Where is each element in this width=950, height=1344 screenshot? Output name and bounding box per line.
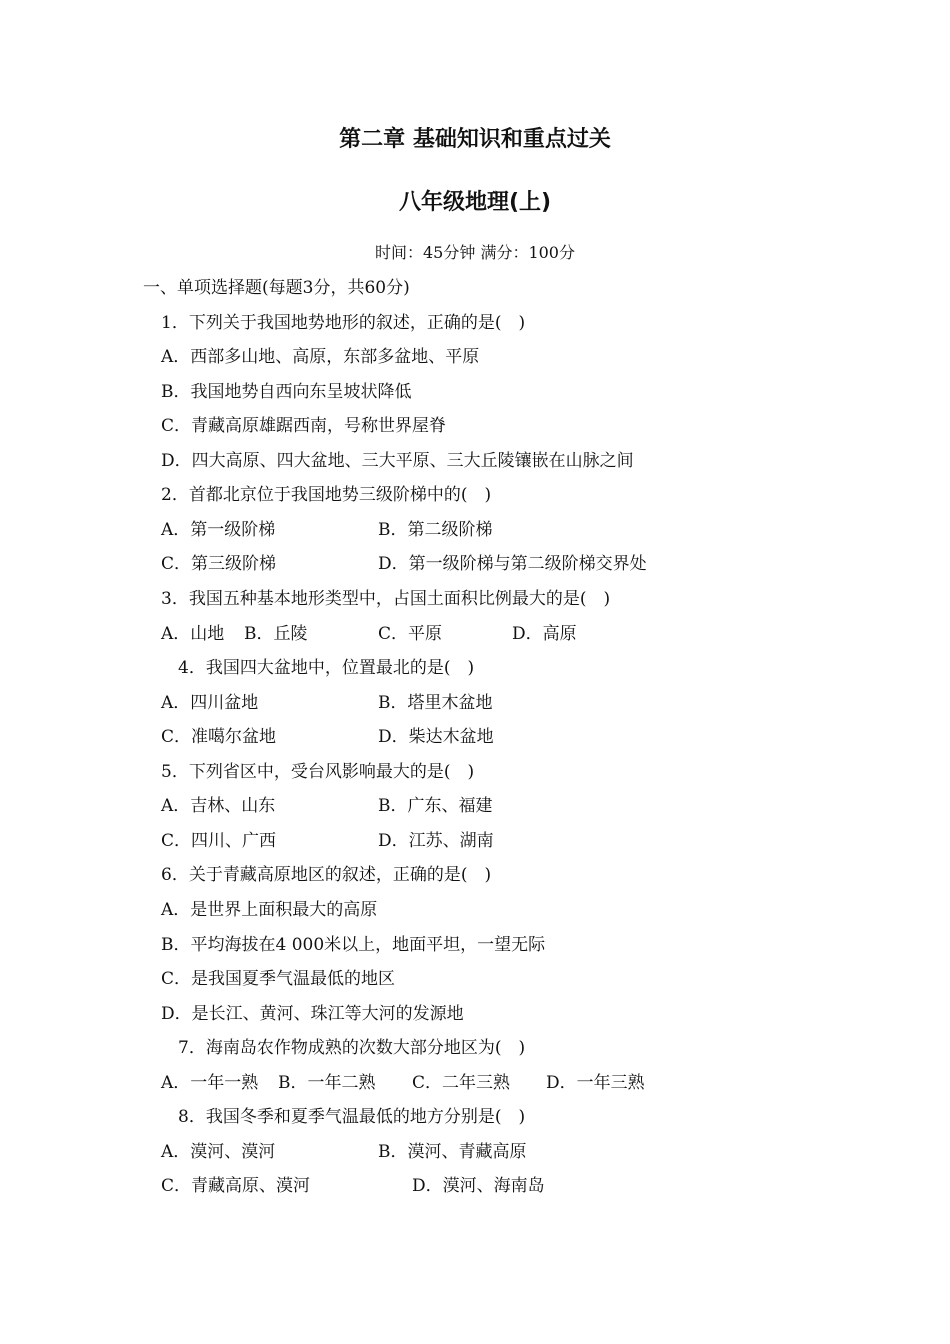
option-d: D．江苏、湖南 [378, 831, 494, 851]
option-c: C．四川、广西 [161, 831, 277, 851]
option-d: D．是长江、黄河、珠江等大河的发源地 [161, 1004, 464, 1024]
option-a: A．吉林、山东 [161, 796, 276, 816]
option-c: C．二年三熟 [412, 1073, 511, 1093]
option-d: D．第一级阶梯与第二级阶梯交界处 [378, 554, 647, 574]
option-c: C．青藏高原雄踞西南，号称世界屋脊 [161, 416, 447, 436]
exam-info: 时间：45分钟 满分：100分 [375, 243, 575, 262]
option-c: C．青藏高原、漠河 [161, 1176, 311, 1196]
page-subtitle: 八年级地理(上) [398, 190, 552, 215]
question-stem: 8．我国冬季和夏季气温最低的地方分别是( ) [178, 1107, 526, 1127]
option-b: B．我国地势自西向东呈坡状降低 [161, 382, 412, 402]
option-b: B．塔里木盆地 [378, 693, 493, 713]
question-stem: 5．下列省区中，受台风影响最大的是( ) [161, 762, 475, 782]
section-heading: 一、单项选择题(每题3分，共60分) [143, 278, 410, 298]
option-b: B．平均海拔在4 000米以上，地面平坦，一望无际 [161, 935, 546, 955]
option-c: C．是我国夏季气温最低的地区 [161, 969, 396, 989]
option-b: B．漠河、青藏高原 [378, 1142, 527, 1162]
option-d: D．高原 [512, 624, 577, 644]
option-b: B．广东、福建 [378, 796, 493, 816]
option-a: A．是世界上面积最大的高原 [161, 900, 378, 920]
option-c: C．第三级阶梯 [161, 554, 277, 574]
question-stem: 2．首都北京位于我国地势三级阶梯中的( ) [161, 485, 492, 505]
option-a: A．一年一熟 [161, 1073, 259, 1093]
option-c: C．准噶尔盆地 [161, 727, 277, 747]
option-a: A．西部多山地、高原，东部多盆地、平原 [161, 347, 480, 367]
option-a: A．漠河、漠河 [161, 1142, 276, 1162]
question-stem: 1．下列关于我国地势地形的叙述，正确的是( ) [161, 313, 526, 333]
option-b: B．一年二熟 [278, 1073, 376, 1093]
question-stem: 4．我国四大盆地中，位置最北的是( ) [178, 658, 475, 678]
option-b: B．丘陵 [244, 624, 308, 644]
question-stem: 7．海南岛农作物成熟的次数大部分地区为( ) [178, 1038, 526, 1058]
option-a: A．第一级阶梯 [161, 520, 276, 540]
option-a: A．山地 [161, 624, 225, 644]
option-b: B．第二级阶梯 [378, 520, 493, 540]
option-d: D．柴达木盆地 [378, 727, 494, 747]
question-stem: 3．我国五种基本地形类型中，占国土面积比例最大的是( ) [161, 589, 611, 609]
option-a: A．四川盆地 [161, 693, 259, 713]
page-title: 第二章 基础知识和重点过关 [339, 127, 611, 152]
option-c: C．平原 [378, 624, 443, 644]
option-d: D．漠河、海南岛 [412, 1176, 545, 1196]
option-d: D．四大高原、四大盆地、三大平原、三大丘陵镶嵌在山脉之间 [161, 451, 634, 471]
question-stem: 6．关于青藏高原地区的叙述，正确的是( ) [161, 865, 492, 885]
option-d: D．一年三熟 [546, 1073, 645, 1093]
